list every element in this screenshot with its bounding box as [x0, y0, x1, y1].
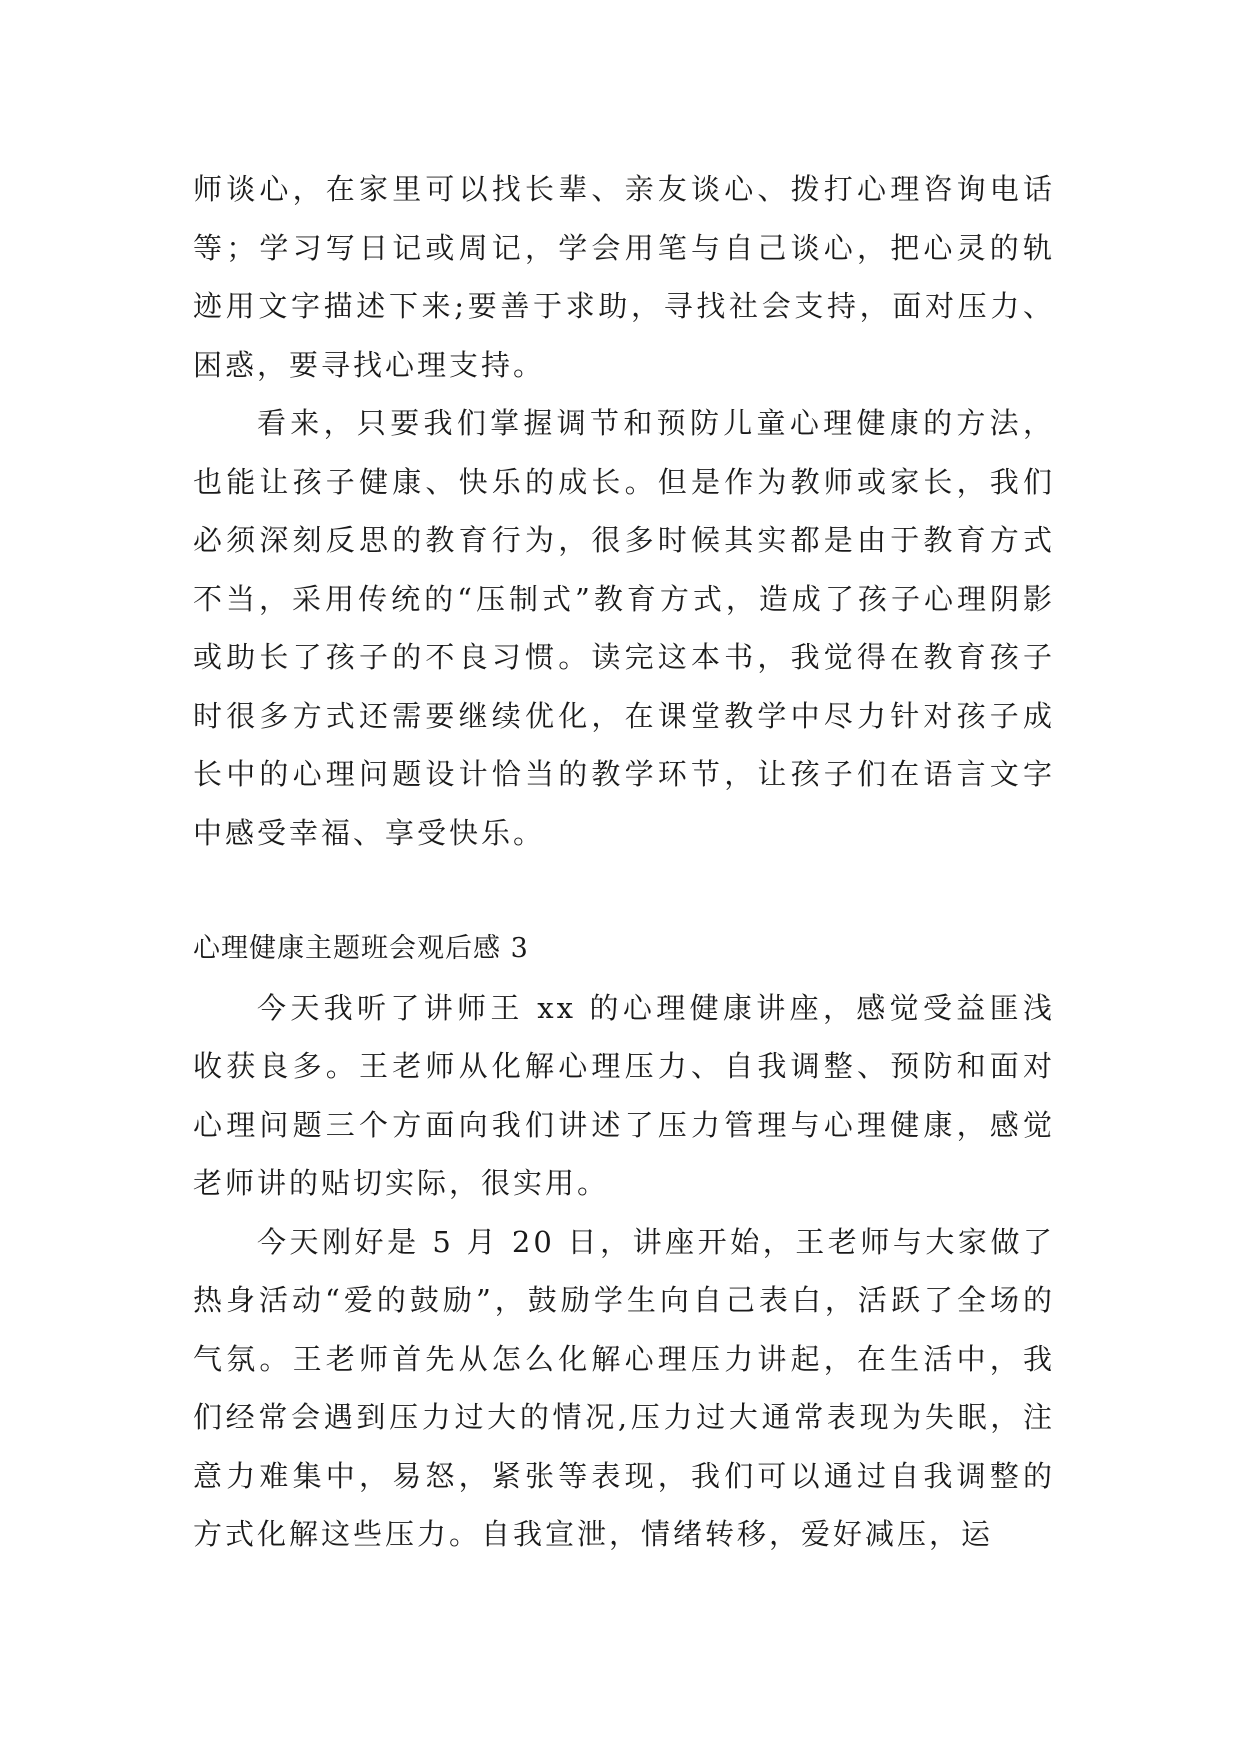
paragraph-talk-to-heart: 师谈心，在家里可以找长辈、亲友谈心、拨打心理咨询电话等；学习写日记或周记，学会用笔与自己谈心，把心灵的轨迹用文字描述下来;要善于求助，寻找社会支持，面对压力、困惑，要寻找心理支持。	[193, 172, 1055, 382]
paragraph-lecture-details: 今天刚好是 5 月 20 日，讲座开始，王老师与大家做了热身活动“爱的鼓励”，鼓励学生向自己表白，活跃了全场的气氛。王老师首先从怎么化解心理压力讲起，在生活中，我们经常会遇到压力过大的情况,压力过大通常表现为失眠，注意力难集中，易怒，紧张等表现，我们可以通过自我调整的方式化解这些压力。自我宣泄，情绪转移，爱好减压，运	[193, 1224, 1055, 1551]
document-body	[193, 160, 1055, 1564]
paragraph-lecture-intro: 今天我听了讲师王 xx 的心理健康讲座，感觉受益匪浅收获良多。王老师从化解心理压力、自我调整、预防和面对心理问题三个方面向我们讲述了压力管理与心理健康，感觉老师讲的贴切实际，很实用。	[193, 990, 1055, 1200]
paragraph-reflection: 看来，只要我们掌握调节和预防儿童心理健康的方法，也能让孩子健康、快乐的成长。但是作为教师或家长，我们必须深刻反思的教育行为，很多时候其实都是由于教育方式不当，采用传统的“压制式”教育方式，造成了孩子心理阴影或助长了孩子的不良习惯。读完这本书，我觉得在教育孩子时很多方式还需要继续优化，在课堂教学中尽力针对孩子成长中的心理问题设计恰当的教学环节，让孩子们在语言文字中感受幸福、享受快乐。	[193, 406, 1055, 850]
section-title: 心理健康主题班会观后感 3	[193, 933, 529, 964]
